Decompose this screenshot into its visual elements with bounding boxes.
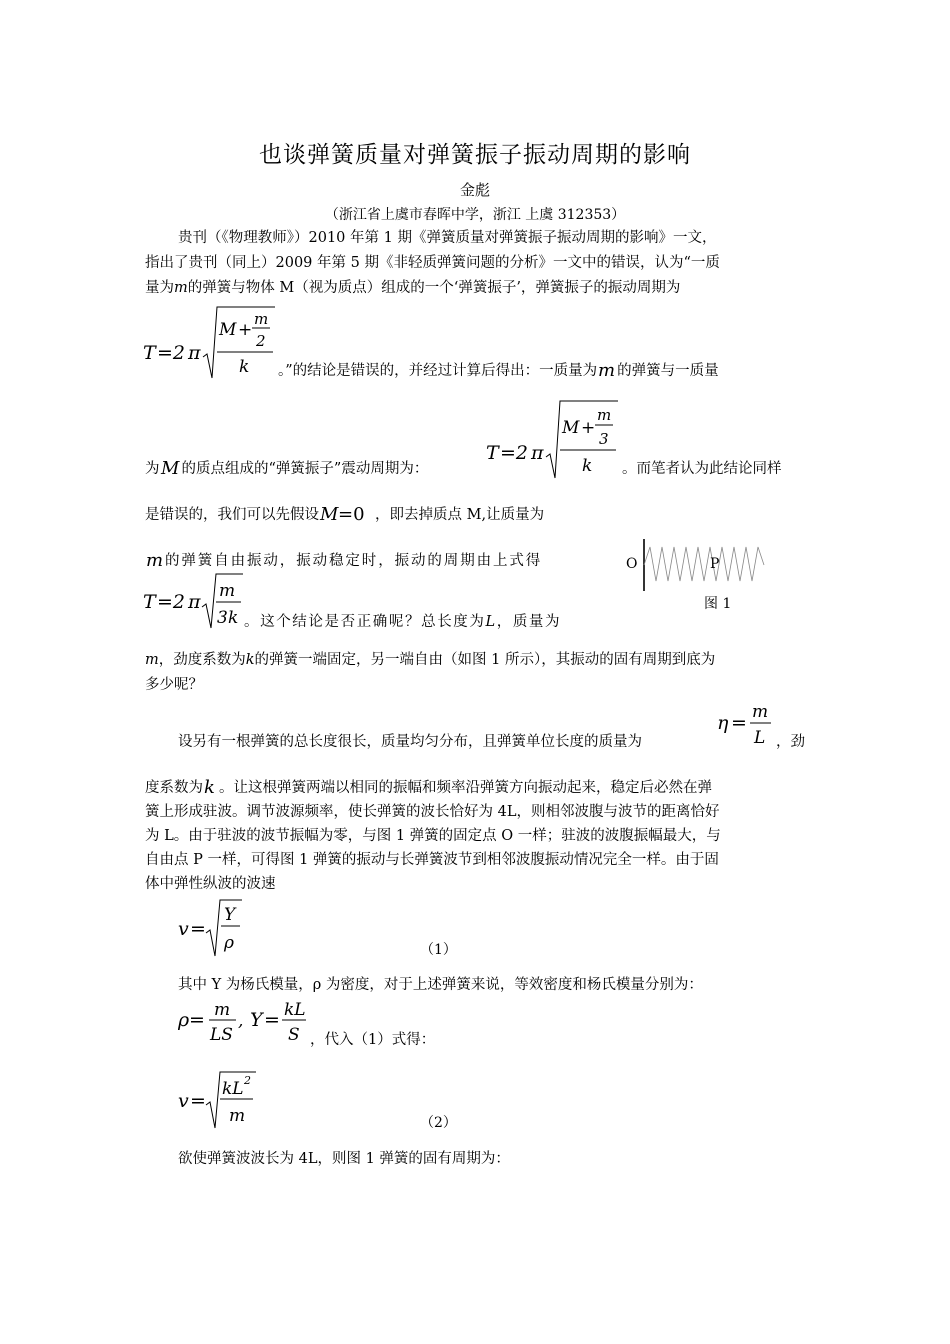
svg-text:M: M xyxy=(219,320,237,340)
svg-text:+: + xyxy=(238,320,253,340)
figure-label-o: O xyxy=(626,556,638,572)
svg-text:=0: =0 xyxy=(338,505,365,525)
svg-text:L: L xyxy=(754,728,766,748)
svg-text:=: = xyxy=(190,1090,206,1112)
svg-text:,: , xyxy=(238,1011,244,1031)
equation-1-wave-speed xyxy=(178,896,258,960)
svg-text:m: m xyxy=(752,702,769,722)
paper-author: 金彪 xyxy=(459,181,490,199)
svg-text:k: k xyxy=(204,779,215,797)
svg-text:M: M xyxy=(160,461,179,477)
svg-text:k: k xyxy=(239,357,250,377)
p1-line8: 。这个结论是否正确呢？总长度为L，质量为 xyxy=(244,614,562,630)
svg-text:=: = xyxy=(731,712,747,734)
svg-text:π: π xyxy=(531,442,544,464)
svg-text:m: m xyxy=(219,581,236,601)
equation-density-modulus xyxy=(178,996,313,1048)
figure-caption: 图 1 xyxy=(704,596,732,612)
paper-title: 也谈弹簧质量对弹簧振子振动周期的影响 xyxy=(259,142,691,168)
equation-2-wave-speed xyxy=(178,1068,268,1132)
equation-period-m-half xyxy=(143,302,283,384)
equation-eta xyxy=(717,698,775,748)
svg-text:LS: LS xyxy=(210,1025,233,1045)
svg-text:=: = xyxy=(189,1009,205,1031)
figure-label-p: P xyxy=(710,556,720,572)
p5-line: 欲使弹簧波波长为 4L，则图 1 弹簧的固有周期为： xyxy=(178,1151,510,1167)
p1-line9: m，劲度系数为k的弹簧一端固定，另一端自由（如图 1 所示），其振动的固有周期到底为 xyxy=(145,652,716,668)
svg-text:ρ: ρ xyxy=(224,933,234,953)
svg-text:=2: =2 xyxy=(157,591,186,613)
p2-line5: 自由点 P 一样，可得图 1 弹簧的振动与长弹簧波节到相邻波腹振动情况完全一样。由于固 xyxy=(145,852,719,868)
svg-text:m: m xyxy=(597,406,612,424)
p1-line5c: 。而笔者认为此结论同样 xyxy=(622,461,782,477)
svg-text:k: k xyxy=(228,608,239,628)
equation-1-number: （1） xyxy=(420,942,457,958)
svg-text:Y: Y xyxy=(250,1009,263,1031)
p4-line: ，代入（1）式得： xyxy=(310,1032,436,1048)
p1-line1: 贵刊（《物理教师》）2010 年第 1 期《弹簧质量对弹簧振子振动周期的影响》一文， xyxy=(178,230,717,246)
p1-line6: 是错误的，我们可以先假设 M =0 ，即去掉质点 M,让质量为 xyxy=(145,505,545,525)
svg-text:v: v xyxy=(178,1090,189,1112)
svg-text:π: π xyxy=(188,591,201,613)
svg-text:kL: kL xyxy=(222,1079,244,1099)
svg-text:kL: kL xyxy=(284,1000,306,1020)
svg-text:3: 3 xyxy=(217,608,228,628)
p2-line3: 簧上形成驻波。调节波源频率，使长弹簧的波长恰好为 4L，则相邻波腹与波节的距离恰好 xyxy=(145,804,720,820)
svg-text:2: 2 xyxy=(256,332,266,350)
equation-2-number: （2） xyxy=(420,1115,457,1131)
svg-text:T: T xyxy=(143,591,156,613)
svg-text:=2: =2 xyxy=(500,442,529,464)
svg-text:2: 2 xyxy=(244,1074,251,1087)
p3-line: 其中 Y 为杨氏模量，ρ 为密度，对于上述弹簧来说，等效密度和杨氏模量分别为： xyxy=(178,977,703,993)
equation-period-m-third xyxy=(486,398,626,480)
svg-text:S: S xyxy=(288,1025,300,1045)
svg-text:ρ: ρ xyxy=(178,1009,190,1031)
svg-text:m: m xyxy=(254,310,269,328)
p2-line2: 度系数为 k 。让这根弹簧两端以相同的振幅和频率沿弹簧方向振动起来，稳定后必然在弹 xyxy=(145,779,712,797)
svg-text:Y: Y xyxy=(224,905,236,925)
svg-text:π: π xyxy=(188,342,201,364)
p1-line4: 。”的结论是错误的，并经过计算后得出：一质量为 m 的弹簧与一质量 xyxy=(278,361,719,381)
svg-text:η: η xyxy=(717,712,729,734)
p2-line4: 为 L。由于驻波的波节振幅为零，与图 1 弹簧的固定点 O 一样；驻波的波腹振幅最大，与 xyxy=(145,828,721,844)
svg-text:M: M xyxy=(562,418,580,438)
svg-text:m: m xyxy=(146,553,164,569)
p1-line2: 指出了贵刊（同上）2009 年第 5 期《非轻质弹簧问题的分析》一文中的错误，认为“一质 xyxy=(145,255,720,271)
p2-line1: 设另有一根弹簧的总长度很长，质量均匀分布，且弹簧单位长度的质量为 xyxy=(178,734,642,750)
svg-text:m: m xyxy=(598,363,616,379)
figure-1-spring xyxy=(624,535,770,615)
svg-text:m: m xyxy=(229,1106,246,1126)
svg-text:v: v xyxy=(178,918,189,940)
svg-text:m: m xyxy=(214,1000,231,1020)
svg-text:=2: =2 xyxy=(157,342,186,364)
svg-text:=: = xyxy=(190,918,206,940)
p1-line3: 量为m的弹簧与物体 M（视为质点）组成的一个‘弹簧振子’，弹簧振子的振动周期为 xyxy=(145,280,681,296)
paper-affiliation: （浙江省上虞市春晖中学，浙江 上虞 312353） xyxy=(324,207,626,223)
svg-text:T: T xyxy=(143,342,156,364)
svg-text:k: k xyxy=(582,456,593,476)
svg-text:+: + xyxy=(581,418,596,438)
p2-line1b: ，劲 xyxy=(776,734,805,750)
svg-text:3: 3 xyxy=(599,430,609,448)
p1-line7: m 的弹簧自由振动，振动稳定时，振动的周期由上式得 xyxy=(145,551,542,571)
p1-line5a: 为 M 的质点组成的“弹簧振子”震动周期为： xyxy=(145,459,428,479)
svg-text:T: T xyxy=(486,442,499,464)
p2-line6: 体中弹性纵波的波速 xyxy=(145,876,276,892)
svg-text:M: M xyxy=(320,505,339,525)
svg-text:=: = xyxy=(264,1009,280,1031)
p1-line10: 多少呢？ xyxy=(145,677,203,693)
